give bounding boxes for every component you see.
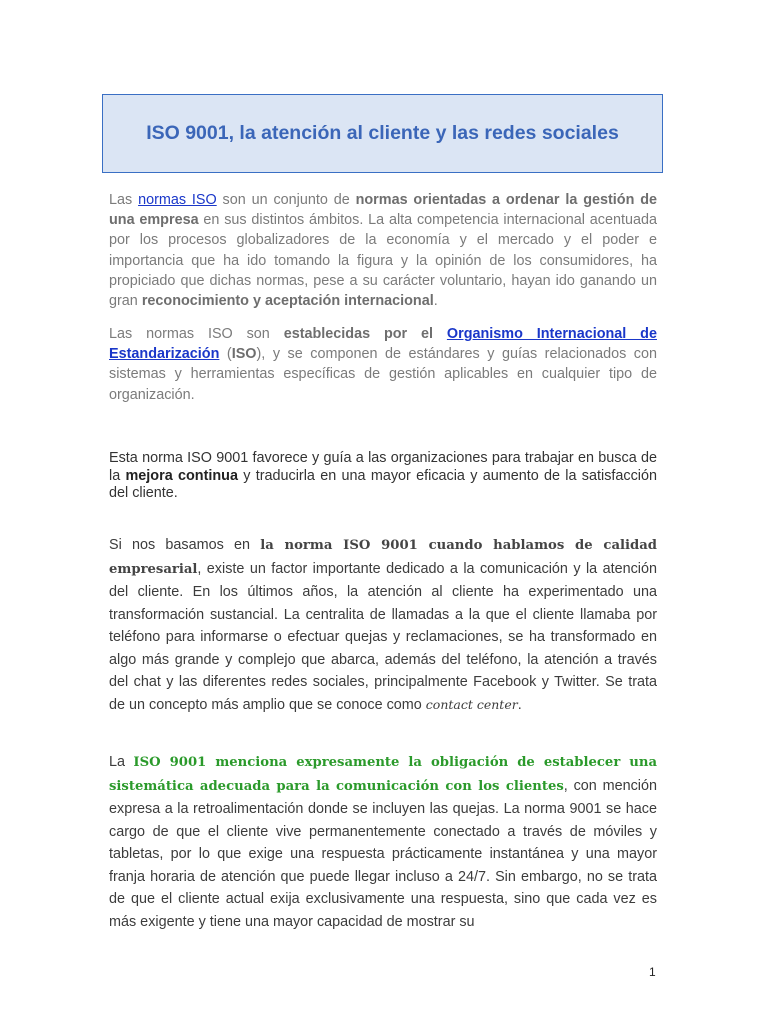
text: Esta norma ISO 9001 favorece y guía a las organizaciones para trabajar en busca de la <box>109 450 657 484</box>
text: ), y se componen de estándares y guías relacionados con sistemas y herramientas específicas de gestión aplicables en cualquier tipo de organización. <box>109 346 658 403</box>
text: La <box>109 754 134 770</box>
page-number: 1 <box>649 965 656 979</box>
document-title: ISO 9001, la atención al cliente y las redes sociales <box>146 122 619 144</box>
text: . <box>517 696 522 713</box>
paragraph-calidad-empresarial <box>109 534 657 716</box>
bold-text: reconocimiento y aceptación internacional <box>141 293 434 310</box>
text: , existe un factor importante dedicado a la comunicación y la atención del cliente. En los últimos años, la atención al cliente ha experimentado una transformación sustancial. La centralita de llamadas a la que el cliente llamaba por teléfono para informarse o efectuar quejas y reclamaciones, se ha transformado en algo más grande y complejo que abarca, además del teléfono, la atención a través del chat y las diferentes redes sociales, principalmente Facebook y Twitter. Se trata de un concepto más amplio que se conoce como <box>109 560 657 713</box>
text: Las <box>109 192 139 208</box>
text: . <box>433 293 438 310</box>
bold-text: establecidas por el <box>283 326 447 342</box>
title-box <box>102 94 663 173</box>
paragraph-intro <box>109 190 657 311</box>
text: y traducirla en una mayor eficacia y aumento de la satisfacción del cliente. <box>109 467 657 501</box>
paragraph-iso-organization <box>109 324 657 405</box>
bold-text: la norma ISO 9001 cuando hablamos de calidad empresarial <box>109 538 658 577</box>
normas-iso-link[interactable]: normas ISO <box>138 192 217 208</box>
text: Si nos basamos en <box>109 537 261 553</box>
text: son un conjunto de <box>216 192 356 208</box>
bold-text: mejora continua <box>125 467 238 484</box>
bold-text: normas orientadas a ordenar la gestión de una empresa <box>109 192 658 229</box>
text: Las normas ISO son <box>109 326 284 342</box>
green-emphasis-text: ISO 9001 menciona expresamente la obligación de establecer una sistemática adecuada para la comunicación con los clientes <box>109 755 657 794</box>
bold-text: ISO <box>231 346 257 363</box>
italic-text: contact center <box>425 696 518 712</box>
paragraph-comunicacion-clientes <box>109 751 657 933</box>
iso-organization-link[interactable]: Organismo Internacional de Estandarización <box>109 326 657 363</box>
text: ( <box>219 346 232 363</box>
text: , con mención expresa a la retroalimentación donde se incluyen las quejas. La norma 9001 se hace cargo de que el cliente vive permanentemente conectado a través de móviles y tabletas, por lo que exige una respuesta prácticamente instantánea y una mayor franja horaria de atención que puede llegar incluso a 24/7. Sin embargo, no se trata de que el cliente actual exija exclusivamente una respuesta, sino que cada vez es más exigente y tiene una mayor capacidad de mostrar su <box>109 777 657 930</box>
text: en sus distintos ámbitos. La alta competencia internacional acentuada por los procesos globalizadores de la economía y el mercado y el poder e importancia que ha ido tomando la figura y la opinión de los consumidores, ha propiciado que dichas normas, pese a su carácter voluntario, hayan ido ganando un gran <box>109 212 657 310</box>
paragraph-mejora-continua <box>109 450 657 503</box>
